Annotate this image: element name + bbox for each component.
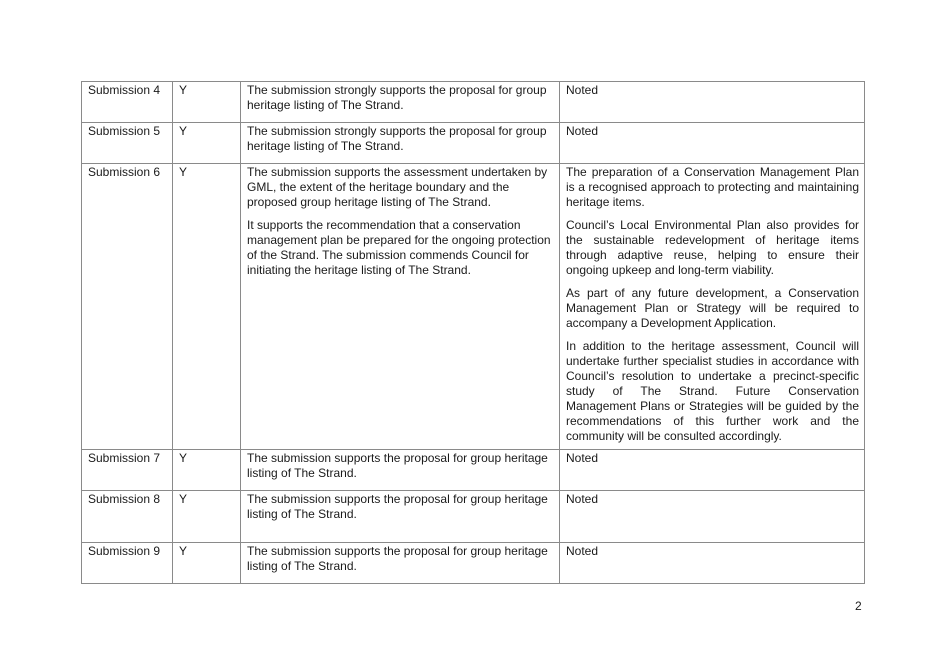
support-cell: Y	[173, 491, 241, 543]
response-text: Noted	[566, 83, 599, 97]
summary-text: The submission supports the proposal for group heritage listing of The Strand.	[247, 451, 548, 480]
summary-text: The submission supports the proposal for group heritage listing of The Strand.	[247, 492, 548, 521]
response-text: Council’s Local Environmental Plan also provides for the sustainable redevelopment of heritage items through adaptive reuse, helping to ensure their ongoing upkeep and long-term viability.	[566, 218, 859, 277]
table-row	[82, 164, 865, 450]
response-text: Noted	[566, 124, 599, 138]
response-text: Noted	[566, 544, 599, 558]
summary-text: The submission supports the proposal for group heritage listing of The Strand.	[247, 544, 548, 573]
summary-text: The submission strongly supports the proposal for group heritage listing of The Strand.	[247, 124, 547, 153]
summary-cell	[241, 543, 560, 584]
table-row	[82, 82, 865, 123]
summary-text: It supports the recommendation that a conservation management plan be prepared for the ongoing protection of the Strand. The submission commends Council for initiating the heritage listing of The Strand.	[247, 218, 551, 277]
submissions-table	[81, 81, 865, 584]
summary-cell	[241, 164, 560, 450]
support-cell: Y	[173, 543, 241, 584]
summary-cell	[241, 123, 560, 164]
summary-text: The submission supports the assessment undertaken by GML, the extent of the heritage boundary and the proposed group heritage listing of The Strand.	[247, 165, 548, 209]
support-cell: Y	[173, 82, 241, 123]
response-text: Noted	[566, 492, 599, 506]
submission-cell: Submission 4	[82, 82, 173, 123]
response-cell	[560, 123, 865, 164]
response-text: In addition to the heritage assessment, Council will undertake further specialist studies in accordance with Council’s resolution to undertake a precinct-specific study of The Strand. Future Conservation Management Plans or Strategies will be guided by the recommendations of this further work and the community will be consulted accordingly.	[566, 339, 859, 443]
table-row	[82, 450, 865, 491]
summary-cell	[241, 450, 560, 491]
page-number: 2	[855, 599, 862, 613]
response-text: The preparation of a Conservation Management Plan is a recognised approach to protecting and maintaining heritage items.	[566, 165, 859, 209]
support-cell: Y	[173, 164, 241, 450]
submission-cell: Submission 7	[82, 450, 173, 491]
response-cell	[560, 164, 865, 450]
support-cell: Y	[173, 450, 241, 491]
table-row	[82, 491, 865, 543]
response-text: Noted	[566, 451, 599, 465]
response-cell	[560, 491, 865, 543]
summary-cell	[241, 491, 560, 543]
response-cell	[560, 450, 865, 491]
submission-cell: Submission 9	[82, 543, 173, 584]
support-cell: Y	[173, 123, 241, 164]
table-row	[82, 123, 865, 164]
submission-cell: Submission 6	[82, 164, 173, 450]
response-cell	[560, 543, 865, 584]
summary-cell	[241, 82, 560, 123]
submission-cell: Submission 8	[82, 491, 173, 543]
table-row	[82, 543, 865, 584]
submission-cell: Submission 5	[82, 123, 173, 164]
summary-text: The submission strongly supports the proposal for group heritage listing of The Strand.	[247, 83, 547, 112]
response-text: As part of any future development, a Conservation Management Plan or Strategy will be required to accompany a Development Application.	[566, 286, 859, 330]
response-cell	[560, 82, 865, 123]
